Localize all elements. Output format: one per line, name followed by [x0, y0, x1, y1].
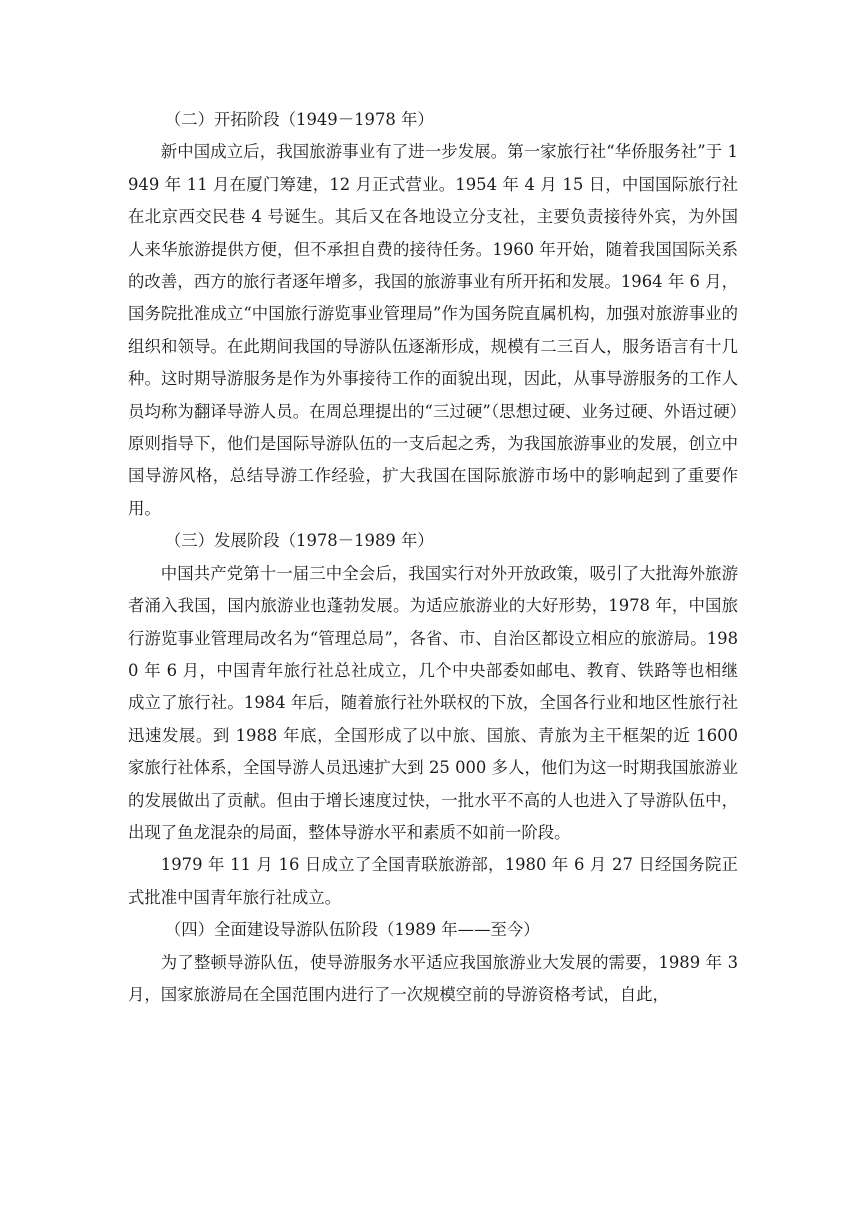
paragraph-kaituo: 新中国成立后，我国旅游事业有了进一步发展。第一家旅行社“华侨服务社”于 1949 年 11 月在厦门筹建，12 月正式营业。1954 年 4 月 15 日，中国国际旅行社在北京西交民巷 4 号诞生。其后又在各地设立分支社，主要负责接待外宾，为外国人来华旅游提供方便，但不承担自费的接待任务。1960 年开始，随着我国国际关系的改善，西方的旅行者逐年增多，我国的旅游事业有所开拓和发展。1964 年 6 月，国务院批准成立“中国旅行游览事业管理局”作为国务院直属机构，加强对旅游事业的组织和领导。在此期间我国的导游队伍逐渐形成，规模有二三百人，服务语言有十几种。这时期导游服务是作为外事接待工作的面貌出现，因此，从事导游服务的工作人员均称为翻译导游人员。在周总理提出的“三过硬”（思想过硬、业务过硬、外语过硬）原则指导下，他们是国际导游队伍的一支后起之秀，为我国旅游事业的发展，创立中国导游风格，总结导游工作经验，扩大我国在国际旅游市场中的影响起到了重要作用。 — [128, 142, 738, 518]
section-heading-fazhan: （三）发展阶段（1978－1989 年） — [164, 531, 434, 551]
paragraph-fazhan: 中国共产党第十一届三中全会后，我国实行对外开放政策，吸引了大批海外旅游者涌入我国，国内旅游业也蓬勃发展。为适应旅游业的大好形势，1978 年，中国旅行游览事业管理局改名为“管理总局”，各省、市、自治区都设立相应的旅游局。1980 年 6 月，中国青年旅行社总社成立，几个中央部委如邮电、教育、铁路等也相继成立了旅行社。1984 年后，随着旅行社外联权的下放，全国各行业和地区性旅行社迅速发展。到 1988 年底，全国形成了以中旅、国旅、青旅为主干框架的近 1600 家旅行社体系，全国导游人员迅速扩大到 25 000 多人，他们为这一时期我国旅游业的发展做出了贡献。但由于增长速度过快，一批水平不高的人也进入了导游队伍中，出现了鱼龙混杂的局面，整体导游水平和素质不如前一阶段。 — [128, 563, 738, 842]
section-heading-quanmian: （四）全面建设导游队伍阶段（1989 年——至今） — [164, 920, 540, 940]
document-body — [128, 104, 738, 1011]
paragraph-quanmian: 为了整顿导游队伍，使导游服务水平适应我国旅游业大发展的需要，1989 年 3 月，国家旅游局在全国范围内进行了一次规模空前的导游资格考试，自此， — [128, 952, 738, 1004]
section-heading-kaituo: （二）开拓阶段（1949－1978 年） — [164, 110, 434, 129]
paragraph-qinglian: 1979 年 11 月 16 日成立了全国青联旅游部，1980 年 6 月 27 日经国务院正式批准中国青年旅行社成立。 — [128, 855, 738, 907]
